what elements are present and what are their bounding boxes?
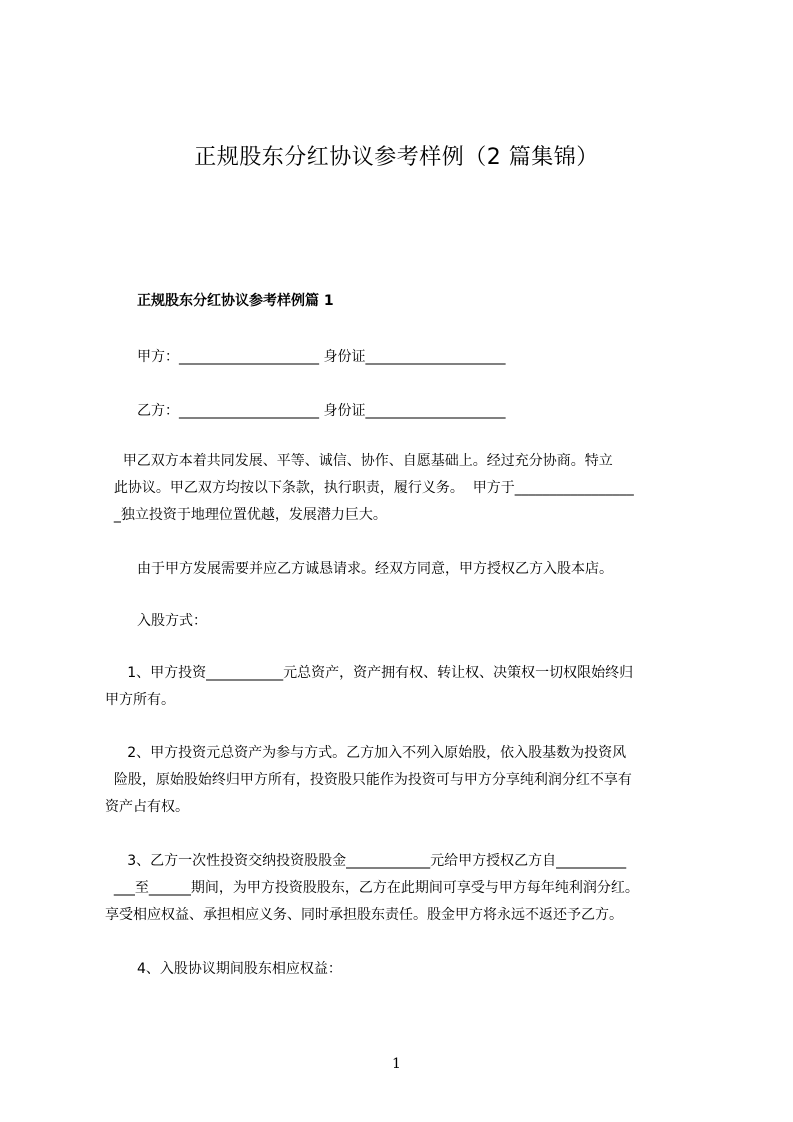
- party-b-line: 乙方：____________________ 身份证____________________: [137, 403, 506, 419]
- paragraph-intro: 甲乙双方本着共同发展、平等、诚信、协作、自愿基础上。经过充分协商。特立 此协议。甲乙双方均按以下条款，执行职责，履行义务。 甲方于_________________ _独立投资于地理位置优越，发展潜力巨大。: [113, 453, 634, 523]
- section-heading: 正规股东分红协议参考样例篇 1: [137, 293, 334, 309]
- clause-4: 4、入股协议期间股东相应权益：: [137, 961, 342, 977]
- clause-2: 2、甲方投资元总资产为参与方式。乙方加入不列入原始股，依入股基数为投资风 险股，原始股始终归甲方所有，投资股只能作为投资可与甲方分享纯利润分红不享有 资产占有权。: [105, 745, 632, 815]
- document-title: 正规股东分红协议参考样例（2 篇集锦）: [194, 145, 599, 170]
- paragraph-request: 由于甲方发展需要并应乙方诚恳请求。经双方同意，甲方授权乙方入股本店。: [137, 561, 613, 577]
- clause-3: 3、乙方一次性投资交纳投资股股金____________元给甲方授权乙方自__________ ___至______期间，为甲方投资股股东，乙方在此期间可享受与甲方每年纯利润分红。 享受相应权益、承担相应义务、同时承担股东责任。股金甲方将永远不返还予乙方。: [105, 853, 639, 923]
- party-a-line: 甲方：____________________ 身份证____________________: [137, 349, 506, 365]
- clause-1: 1、甲方投资___________元总资产，资产拥有权、转让权、决策权一切权限始终归 甲方所有。: [105, 665, 634, 708]
- paragraph-method: 入股方式：: [137, 613, 207, 629]
- page-number: 1: [392, 1056, 401, 1072]
